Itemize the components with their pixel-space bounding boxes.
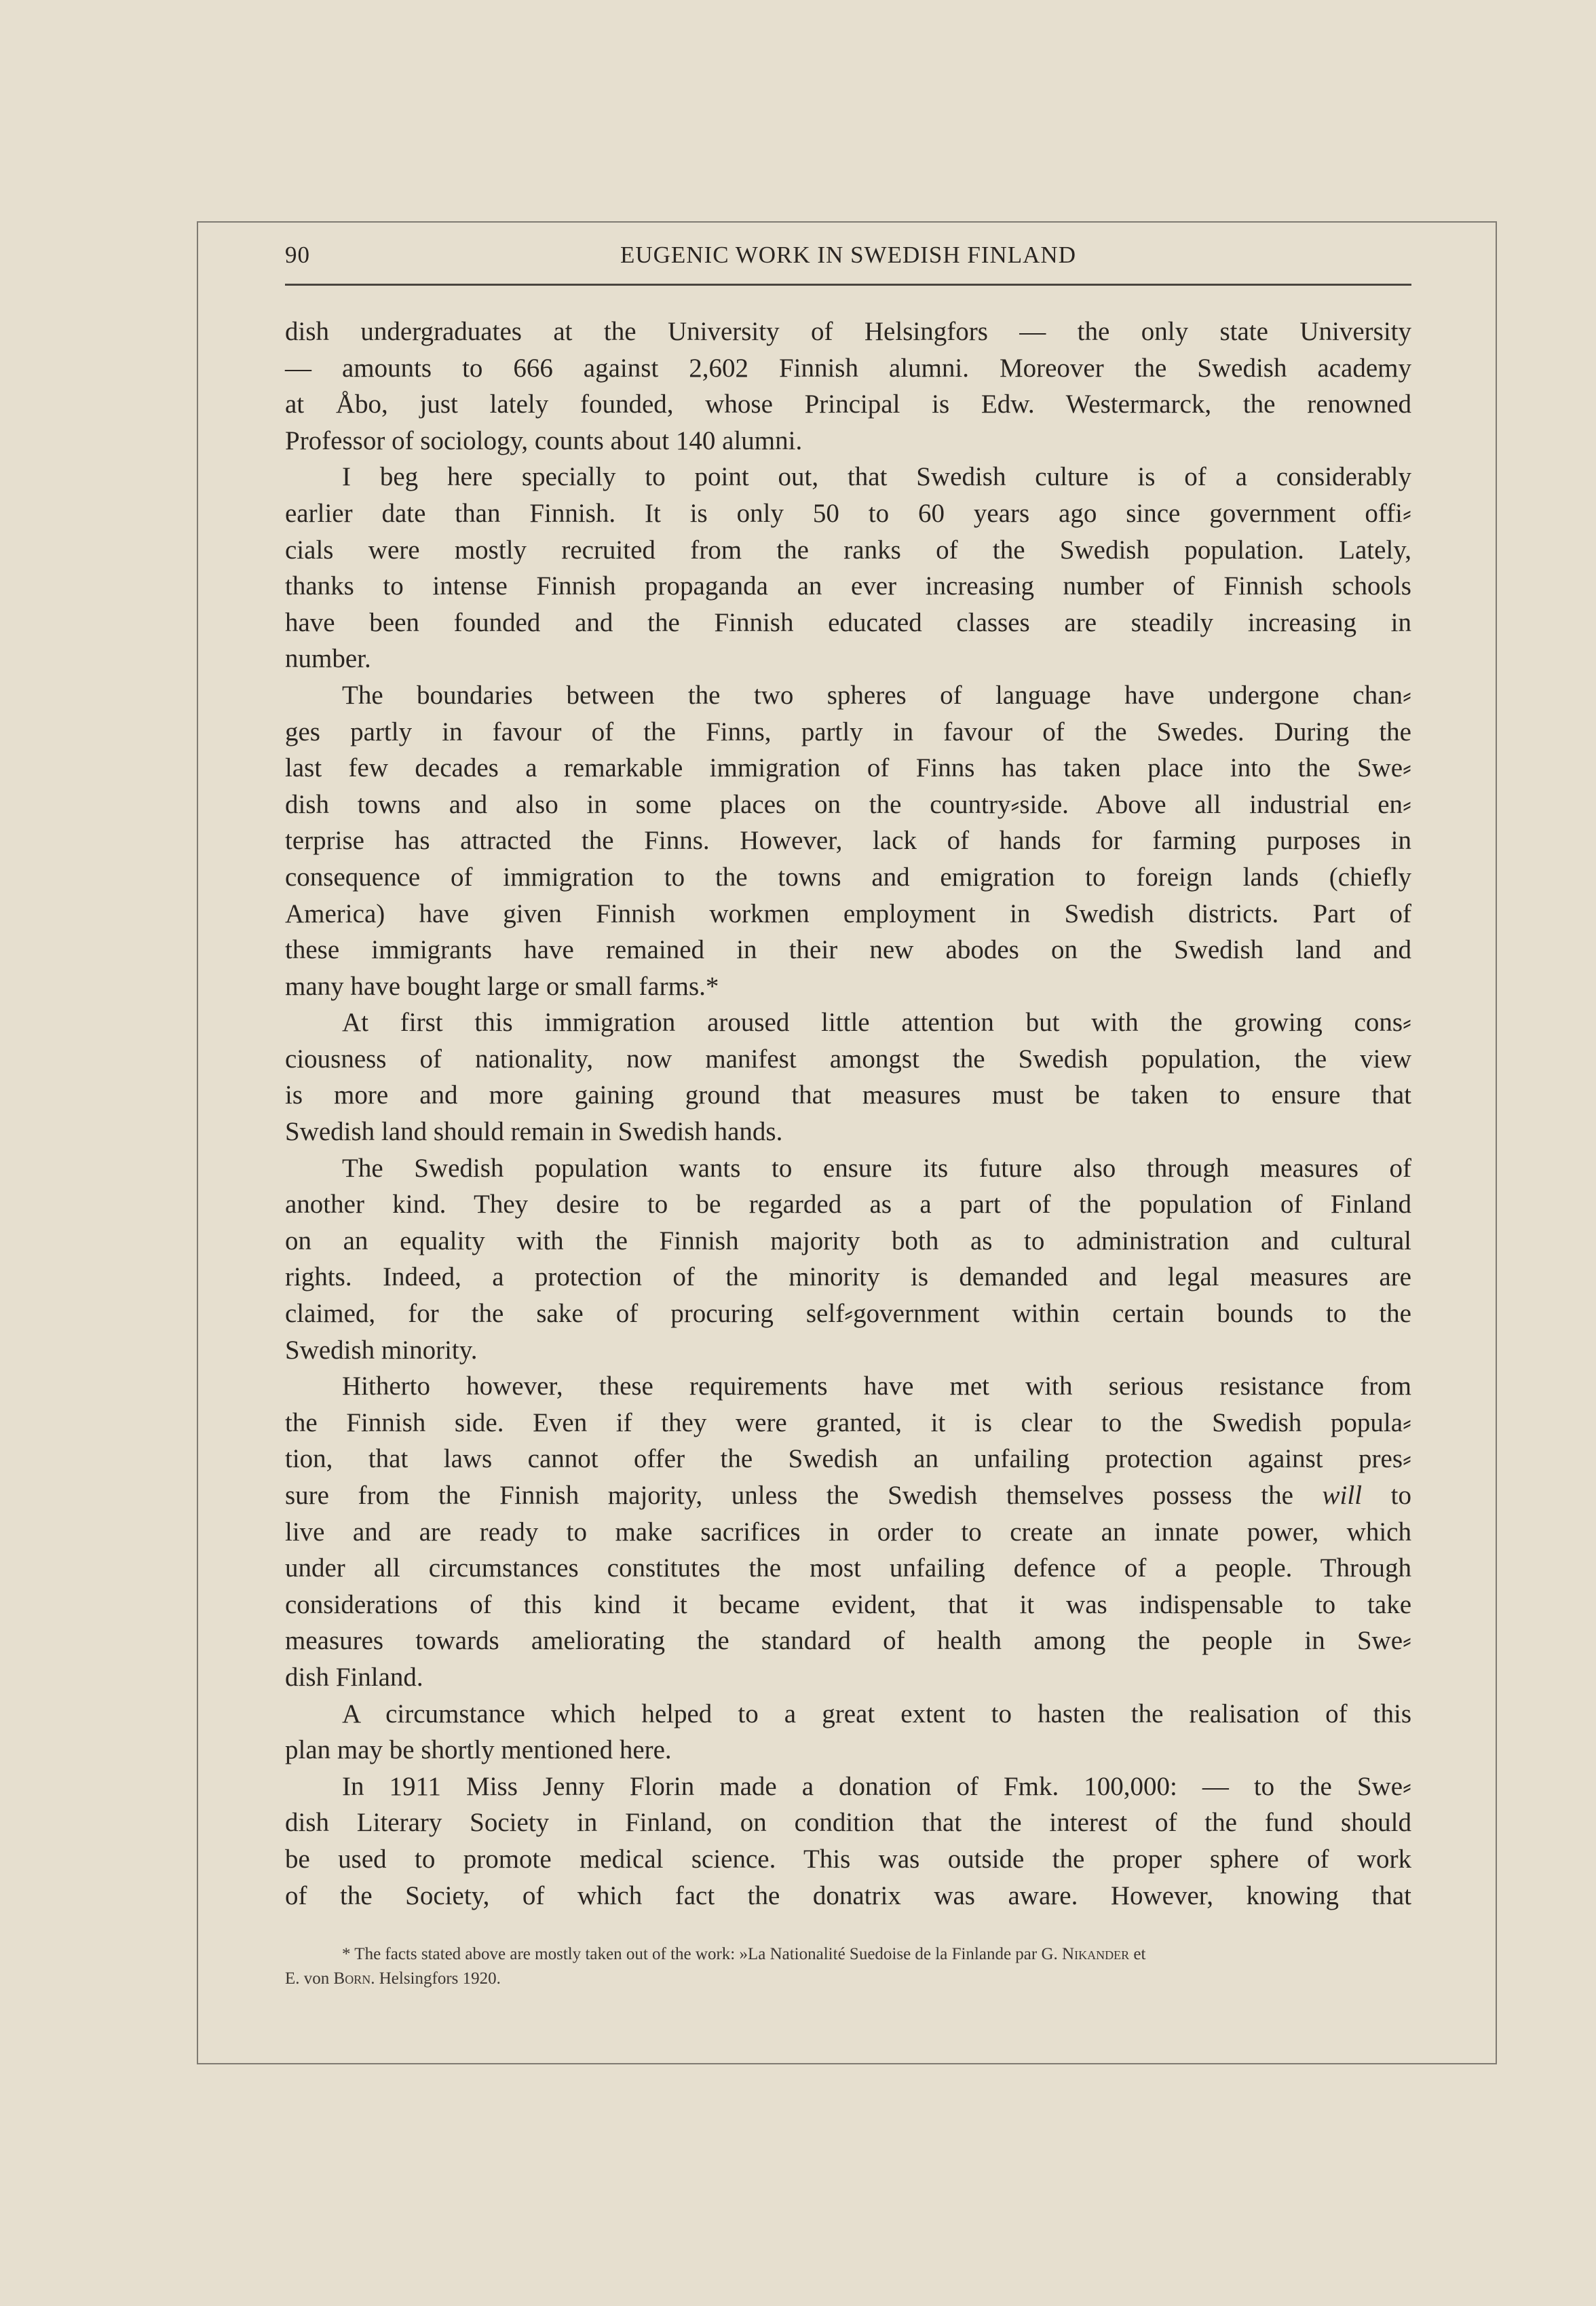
text-line: terprise has attracted the Finns. However, lack of hands for farming purposes in bbox=[285, 826, 1411, 856]
text-line: Hitherto however, these requirements have met with serious resistance from bbox=[342, 1372, 1411, 1401]
text-line: considerations of this kind it became evident, that it was indispensable to take bbox=[285, 1589, 1411, 1619]
text-line: Professor of sociology, counts about 140 alumni. bbox=[285, 426, 803, 455]
text-line: dish undergraduates at the University of Helsingfors — the only state University bbox=[285, 317, 1411, 346]
running-title: EUGENIC WORK IN SWEDISH FINLAND bbox=[620, 242, 1076, 268]
text-line: is more and more gaining ground that measures must be taken to ensure that bbox=[285, 1080, 1411, 1110]
body-text bbox=[285, 314, 1411, 1914]
text-line: of the Society, of which fact the donatrix was aware. However, knowing that bbox=[285, 1880, 1411, 1910]
page-header bbox=[285, 236, 1411, 286]
text-line: I beg here specially to point out, that Swedish culture is of a considerably bbox=[342, 462, 1411, 492]
text-line: sure from the Finnish majority, unless the Swedish themselves possess the will to bbox=[285, 1481, 1411, 1510]
text-line: thanks to intense Finnish propaganda an ever increasing number of Finnish schools bbox=[285, 571, 1411, 601]
text-line: these immigrants have remained in their new abodes on the Swedish land and bbox=[285, 935, 1411, 965]
text-line: The Swedish population wants to ensure its future also through measures of bbox=[342, 1153, 1411, 1183]
text-line: ciousness of nationality, now manifest amongst the Swedish population, the view bbox=[285, 1044, 1411, 1074]
text-line: be used to promote medical science. This was outside the proper sphere of work bbox=[285, 1844, 1411, 1874]
text-line: claimed, for the sake of procuring self⸗government within certain bounds to the bbox=[285, 1299, 1411, 1329]
text-line: dish towns and also in some places on the country⸗side. Above all industrial en⸗ bbox=[285, 789, 1411, 819]
text-line: ges partly in favour of the Finns, partly in favour of the Swedes. During the bbox=[285, 717, 1411, 746]
text-line: consequence of immigration to the towns and emigration to foreign lands (chiefly bbox=[285, 862, 1411, 892]
text-line: — amounts to 666 against 2,602 Finnish alumni. Moreover the Swedish academy bbox=[285, 353, 1411, 383]
text-line: Swedish minority. bbox=[285, 1335, 478, 1365]
text-line: At first this immigration aroused little attention but with the growing cons⸗ bbox=[342, 1008, 1411, 1038]
text-line: measures towards ameliorating the standard of health among the people in Swe⸗ bbox=[285, 1626, 1411, 1656]
text-line: cials were mostly recruited from the ranks of the Swedish population. Lately, bbox=[285, 535, 1411, 565]
text-line: live and are ready to make sacrifices in order to create an innate power, which bbox=[285, 1517, 1411, 1547]
text-line: tion, that laws cannot offer the Swedish an unfailing protection against pres⸗ bbox=[285, 1444, 1411, 1474]
text-line: many have bought large or small farms.* bbox=[285, 971, 719, 1001]
page-number: 90 bbox=[285, 242, 310, 268]
text-line: The boundaries between the two spheres of language have undergone chan⸗ bbox=[342, 680, 1411, 710]
text-line: last few decades a remarkable immigration of Finns has taken place into the Swe⸗ bbox=[285, 753, 1411, 783]
footnote-line: E. von Born. Helsingfors 1920. bbox=[285, 1969, 501, 1988]
footnote-line: * The facts stated above are mostly taken out of the work: »La Nationalité Suedoise de la Finlande par G. Nikander et bbox=[342, 1945, 1146, 1963]
text-line: Swedish land should remain in Swedish hands. bbox=[285, 1117, 783, 1147]
text-line: dish Literary Society in Finland, on condition that the interest of the fund should bbox=[285, 1808, 1411, 1838]
text-line: number. bbox=[285, 644, 371, 674]
text-line: In 1911 Miss Jenny Florin made a donation of Fmk. 100,000: — to the Swe⸗ bbox=[342, 1771, 1411, 1801]
footnote bbox=[285, 1942, 1411, 1991]
text-line: earlier date than Finnish. It is only 50 to 60 years ago since government offi⸗ bbox=[285, 498, 1411, 528]
text-line: rights. Indeed, a protection of the minority is demanded and legal measures are bbox=[285, 1262, 1411, 1292]
text-line: under all circumstances constitutes the most unfailing defence of a people. Through bbox=[285, 1553, 1411, 1583]
text-line: another kind. They desire to be regarded as a part of the population of Finland bbox=[285, 1190, 1411, 1220]
text-line: have been founded and the Finnish educated classes are steadily increasing in bbox=[285, 607, 1411, 637]
text-line: the Finnish side. Even if they were granted, it is clear to the Swedish popula⸗ bbox=[285, 1407, 1411, 1437]
text-line: at Åbo, just lately founded, whose Principal is Edw. Westermarck, the renowned bbox=[285, 390, 1411, 419]
text-line: A circumstance which helped to a great extent to hasten the realisation of this bbox=[342, 1699, 1411, 1728]
text-line: dish Finland. bbox=[285, 1662, 423, 1692]
text-line: plan may be shortly mentioned here. bbox=[285, 1735, 672, 1765]
text-line: on an equality with the Finnish majority both as to administration and cultural bbox=[285, 1226, 1411, 1255]
text-line: America) have given Finnish workmen employment in Swedish districts. Part of bbox=[285, 899, 1411, 928]
